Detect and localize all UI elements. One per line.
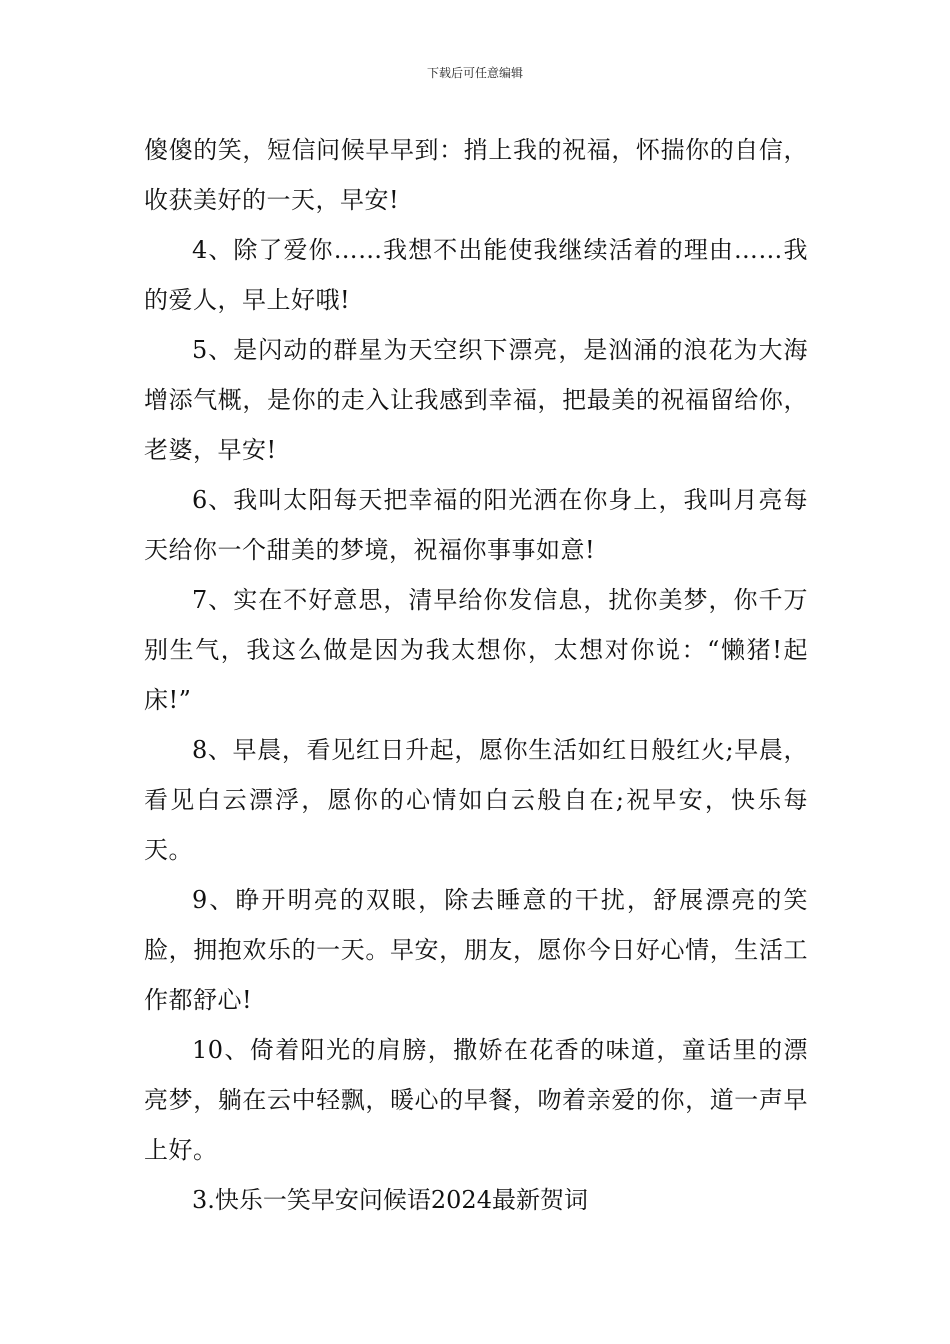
paragraph-item-10: 10、倚着阳光的肩膀，撒娇在花香的味道，童话里的漂亮梦，躺在云中轻飘，暖心的早餐，吻着亲爱的你，道一声早上好。 — [144, 1036, 808, 1164]
paragraph-item-6: 6、我叫太阳每天把幸福的阳光洒在你身上，我叫月亮每天给你一个甜美的梦境，祝福你事事如意! — [144, 486, 808, 564]
document-body — [144, 125, 808, 1225]
paragraph-item-4: 4、除了爱你……我想不出能使我继续活着的理由……我的爱人，早上好哦! — [144, 236, 808, 314]
paragraph-item-8: 8、早晨，看见红日升起，愿你生活如红日般红火;早晨，看见白云漂浮，愿你的心情如白云般自在;祝早安，快乐每天。 — [144, 736, 808, 864]
paragraph-item-5: 5、是闪动的群星为天空织下漂亮，是汹涌的浪花为大海增添气概，是你的走入让我感到幸福，把最美的祝福留给你，老婆，早安! — [144, 336, 808, 464]
paragraph-item-7: 7、实在不好意思，清早给你发信息，扰你美梦，你千万别生气，我这么做是因为我太想你，太想对你说：“懒猪!起床!” — [144, 586, 808, 714]
page-header: 下载后可任意编辑 — [426, 66, 523, 80]
paragraph-continuation: 傻傻的笑，短信问候早早到：捎上我的祝福，怀揣你的自信，收获美好的一天，早安! — [144, 136, 808, 214]
section-heading: 3.快乐一笑早安问候语2024最新贺词 — [192, 1186, 588, 1214]
paragraph-item-9: 9、睁开明亮的双眼，除去睡意的干扰，舒展漂亮的笑脸，拥抱欢乐的一天。早安，朋友，愿你今日好心情，生活工作都舒心! — [144, 886, 808, 1014]
